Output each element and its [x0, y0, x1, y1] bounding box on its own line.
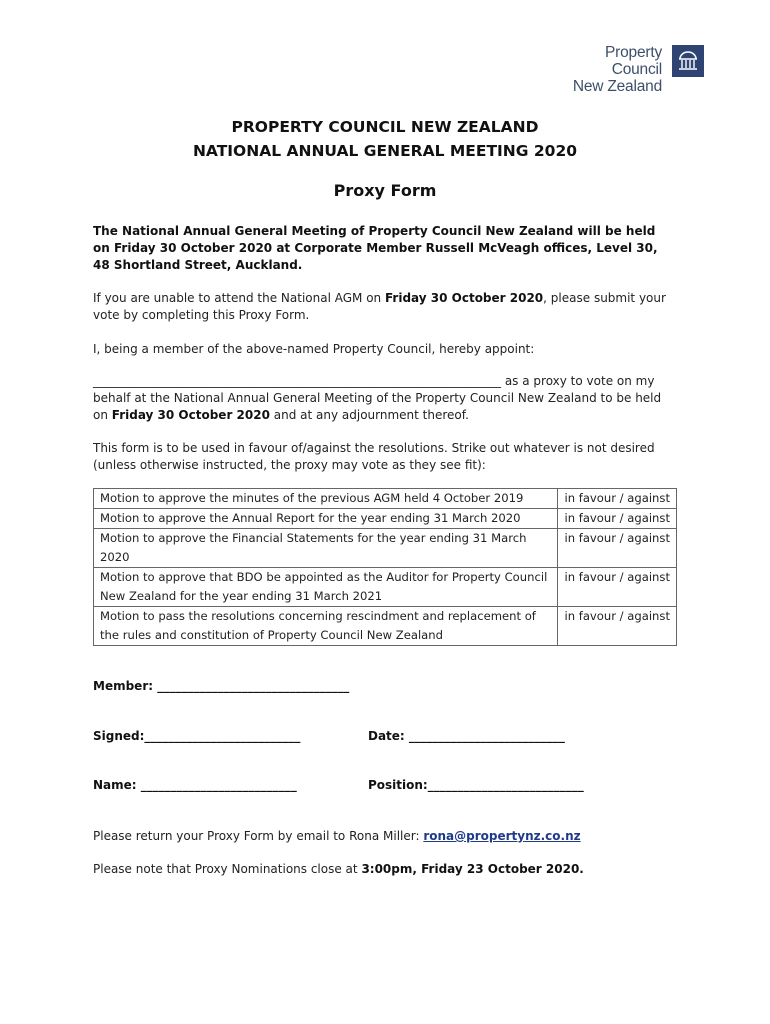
return-text: Please return your Proxy Form by email to Rona Miller:: [93, 829, 424, 843]
table-row: [94, 509, 677, 529]
table-row: [94, 489, 677, 509]
motion-text: Motion to approve the minutes of the previous AGM held 4 October 2019: [94, 489, 558, 509]
close-deadline: 3:00pm, Friday 23 October 2020.: [361, 862, 584, 876]
proxy-text-2: and at any adjournment thereof.: [269, 408, 469, 422]
logo-line-1: Property Council: [605, 44, 662, 78]
proxy-date: Friday 30 October 2020: [111, 408, 270, 422]
member-field[interactable]: Member: ________________________________: [93, 679, 350, 693]
vote-option[interactable]: in favour / against: [558, 568, 677, 607]
unable-text-1: If you are unable to attend the National AGM on: [93, 291, 385, 305]
motions-table: [93, 488, 677, 646]
logo-line-2: New Zealand: [572, 78, 662, 95]
motion-text: Motion to approve the Annual Report for the year ending 31 March 2020: [94, 509, 558, 529]
unable-text-2: , please submit your vote by completing this Proxy Form.: [93, 291, 666, 322]
motion-text: Motion to pass the resolutions concerning rescindment and replacement of the rules and constitution of Property Council New Zealand: [94, 607, 558, 646]
motion-text: Motion to approve that BDO be appointed as the Auditor for Property Council New Zealand for the year ending 31 March 2021: [94, 568, 558, 607]
vote-option[interactable]: in favour / against: [558, 509, 677, 529]
vote-option[interactable]: in favour / against: [558, 607, 677, 646]
appoint-paragraph: I, being a member of the above-named Property Council, hereby appoint:: [93, 342, 535, 356]
proxy-text-1: as a proxy to vote on my behalf at the National Annual General Meeting of the Property Council New Zealand to be held on: [93, 374, 662, 422]
return-paragraph: [93, 828, 668, 845]
close-text: Please note that Proxy Nominations close at: [93, 862, 362, 876]
email-link[interactable]: rona@propertynz.co.nz: [423, 829, 581, 843]
unable-paragraph: [93, 290, 668, 324]
name-field[interactable]: Name: __________________________: [93, 778, 297, 792]
meeting-heading: NATIONAL ANNUAL GENERAL MEETING 2020: [192, 142, 578, 160]
proxy-name-blank[interactable]: ____________________________________________________________________: [93, 374, 501, 388]
instructions-paragraph: This form is to be used in favour of/against the resolutions. Strike out whatever is not desired (unless otherwise instructed, the proxy may vote as they see fit):: [93, 441, 655, 472]
table-row: [94, 568, 677, 607]
org-heading: PROPERTY COUNCIL NEW ZEALAND: [231, 118, 539, 136]
proxy-paragraph: [93, 373, 668, 424]
signed-field[interactable]: Signed:__________________________: [93, 729, 301, 743]
logo: [558, 44, 704, 95]
form-title: Proxy Form: [333, 181, 437, 200]
building-icon: [672, 45, 704, 77]
intro-paragraph: The National Annual General Meeting of Property Council New Zealand will be held on Friday 30 October 2020 at Corporate Member Russell McVeagh offices, Level 30, 48 Shortland Street, Auckland.: [93, 224, 658, 272]
table-row: [94, 529, 677, 568]
meeting-date: Friday 30 October 2020: [384, 291, 544, 305]
motion-text: Motion to approve the Financial Statements for the year ending 31 March 2020: [94, 529, 558, 568]
table-row: [94, 607, 677, 646]
logo-text: [558, 44, 662, 95]
close-paragraph: [93, 861, 668, 878]
position-field[interactable]: Position:__________________________: [368, 778, 584, 792]
date-field[interactable]: Date: __________________________: [368, 729, 565, 743]
vote-option[interactable]: in favour / against: [558, 529, 677, 568]
vote-option[interactable]: in favour / against: [558, 489, 677, 509]
